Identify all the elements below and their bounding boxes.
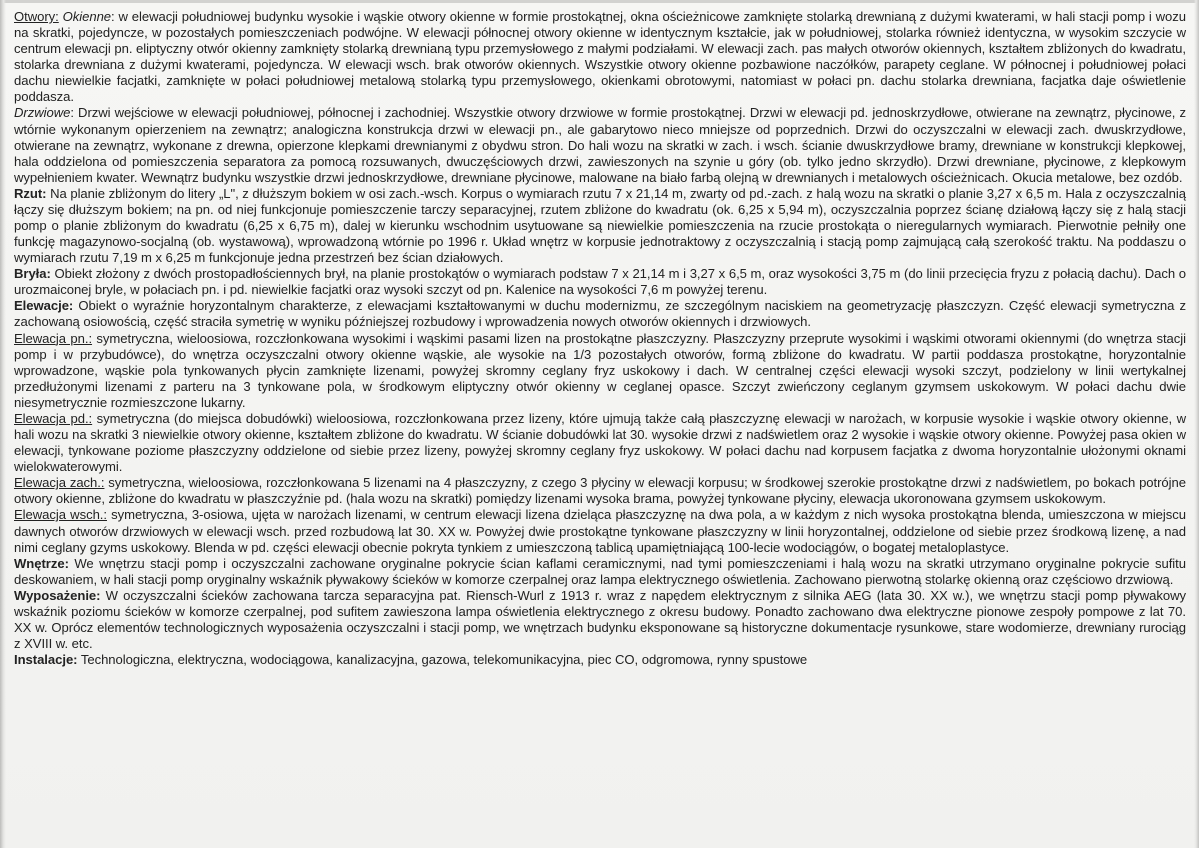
paragraph-text: Obiekt o wyraźnie horyzontalnym charakterze, z elewacjami kształtowanymi w duchu modernizmu, ze szczególnym naciskiem na geometryzację płaszczyzn. Część elewacji symetryczna z zachowaną osiowością, część straciła symetrię w wyniku późniejszej rozbudowy i wprowadzenia nowych otworów okiennych i drzwiowych. bbox=[14, 298, 1186, 330]
label-bryla: Bryła: bbox=[14, 266, 51, 282]
scan-edge-left bbox=[0, 0, 6, 848]
paragraph-text: symetryczna (do miejsca dobudówki) wieloosiowa, rozczłonkowana przez lizeny, które ujmują także całą płaszczyznę elewacji w narożach, w korpusie wysokie i wąskie otwory okienne, w hali wozu na skratki 3 niewielkie otwory okienne, kształtem zbliżone do kwadratu. W ścianie dobudówki lat 30. wysokie drzwi z nadświetlem oraz 2 wysokie i wąskie otwory okienne. Powyżej pasa okien w elewacji, tynkowane poziome płaszczyzny oddzielone od siebie przez lizeny, powyżej skromny ceglany fryz uskokowy. W połaci dachu nad korpusem facjatka z dwoma horyzontalnie ułożonymi oknami wielokwaterowymi. bbox=[14, 410, 1186, 475]
label-elewacja-pd: Elewacja pd.: bbox=[14, 410, 93, 426]
paragraph-text: Technologiczna, elektryczna, wodociągowa, kanalizacyjna, gazowa, telekomunikacyjna, piec CO, odgromowa, rynny spustowe bbox=[77, 652, 808, 668]
label-elewacja-pn: Elewacja pn.: bbox=[14, 330, 93, 346]
paragraph-elewacja-zach bbox=[14, 475, 1186, 507]
paragraph-elewacja-pd bbox=[14, 411, 1186, 475]
paragraph-text: : Drzwi wejściowe w elewacji południowej, północnej i zachodniej. Wszystkie otwory drzwiowe w formie prostokątnej. Drzwi w elewacji pd. jednoskrzydłowe, otwierane na zewnątrz, płycinowe, z wtórnie wykonanym opierzeniem na zewnątrz; analogiczna konstrukcja drzwi w elewacji pn., ale gabarytowo nieco mniejsze od poprzednich. Drzwi do oczyszczalni w elewacji zach. dwuskrzydłowe, otwierane na zewnątrz, wykonane z drewna, opierzone klepkami drewnianymi z obydwu stron. Do hali wozu na skratki w zach. i wsch. ścianie dwuskrzydłowe bramy, drewniane w konstrukcji klepkowej, hala oddzielona od pomieszczenia separatora za pomocą rozsuwanych, dwuczęściowych drzwi, zawieszonych na szynie u góry (ob. tylko jedno skrzydło). Drzwi drewniane, płycinowe, z klepkowym wypełnieniem kwater. Wewnątrz budynku wszystkie drzwi jednoskrzydłowe, drewniane płycinowe, malowane na biało farbą olejną w drewnianych i metalowych ościeżnicach. Okucia metalowe, bez ozdób. bbox=[14, 105, 1186, 185]
paragraph-text: Na planie zbliżonym do litery „L", z dłuższym bokiem w osi zach.-wsch. Korpus o wymiarach rzutu 7 x 21,14 m, zwarty od pd.-zach. z halą wozu na skratki o planie 3,27 x 6,5 m. Hala z oczyszczalnią łączy się dłuższym bokiem; na pn. od niej funkcjonuje pomieszczenie tarczy separacyjnej, rzutem zbliżone do kwadratu (ok. 6,25 x 5,94 m), oczyszczalnia poprzez ścianę działową łączy się z halą stacji pomp o planie zbliżonym do kwadratu (6,25 x 6,75 m), dalej w kierunku wschodnim usytuowane są niewielkie pomieszczenia na rzucie prostokąta o nieregularnych wymiarach. Pierwotnie pełniły one funkcję magazynowo-socjalną (ob. wystawową), wprowadzoną wtórnie po 1996 r. Układ wnętrz w korpusie jednotraktowy z oczyszczalnią i stacją pomp zajmującą całą szerokość traktu. Na poddaszu o wymiarach rzutu 7,19 m x 6,25 m funkcjonuje jedna przestrzeń bez ścian działowych. bbox=[14, 185, 1186, 266]
label-elewacja-wsch: Elewacja wsch.: bbox=[14, 507, 107, 523]
scan-edge-top bbox=[0, 0, 1199, 3]
label-otwory: Otwory: bbox=[14, 9, 59, 24]
paragraph-otwory-okienne bbox=[14, 9, 1186, 105]
paragraph-text: Obiekt złożony z dwóch prostopadłościennych brył, na planie prostokątów o wymiarach podstaw 7 x 21,14 m i 3,27 x 6,5 m, oraz wysokości 3,75 m (do linii przecięcia fryzu z połacią dachu). Dach o urozmaiconej bryle, w połaciach pn. i pd. niewielkie facjatki oraz wysoki szczyt od pn. Kalenice na wysokości 7,6 m powyżej terenu. bbox=[14, 266, 1186, 298]
label-elewacje: Elewacje: bbox=[14, 298, 74, 314]
sublabel-drzwiowe: Drzwiowe bbox=[14, 105, 71, 121]
label-rzut: Rzut: bbox=[14, 185, 47, 201]
scan-edge-right bbox=[1194, 0, 1199, 848]
paragraph-elewacja-wsch bbox=[14, 507, 1186, 555]
paragraph-wyposazenie bbox=[14, 588, 1186, 652]
paragraph-wnetrze bbox=[14, 556, 1186, 588]
sublabel-okienne: Okienne bbox=[62, 9, 112, 24]
paragraph-text: symetryczna, 3-osiowa, ujęta w narożach lizenami, w centrum elewacji lizena dzieląca płaszczyznę na dwa pola, a w każdym z nich wysoka prostokątna blenda, umieszczona w miejscu dawnych otworów drzwiowych w elewacji wsch. przed rozbudową lat 30. XX w. Powyżej dwie prostokątne tynkowane płaszczyzny w linii horyzontalnej, oddzielone od siebie przez środkową lizenę, a nad nimi ceglany gzyms uskokowy. Blenda w pd. części elewacji obecnie pokryta tynkiem z umieszczoną tablicą upamiętniającą 100-lecie wodociągów, o bogatej metaloplastyce. bbox=[14, 507, 1186, 555]
paragraph-rzut bbox=[14, 186, 1186, 266]
paragraph-text: We wnętrzu stacji pomp i oczyszczalni zachowane oryginalne pokrycie ścian kaflami ceramicznymi, nad tymi pomieszczeniami i halą wozu na skratki utrzymano oryginalne pokrycie sufitu deskowaniem, w hali stacji pomp oryginalny wskaźnik pływakowy ścieków w komorze czerpalnej oraz lampa elektrycznego oświetlenia. Zachowano pierwotną stolarkę okienną oraz częściowo drzwiową. bbox=[14, 555, 1186, 587]
paragraph-bryla bbox=[14, 266, 1186, 298]
paragraph-instalacje bbox=[14, 652, 1186, 668]
label-instalacje: Instalacje: bbox=[14, 652, 78, 668]
paragraph-text: symetryczna, wieloosiowa, rozczłonkowana wysokimi i wąskimi pasami lizen na prostokątne płaszczyzny. Płaszczyzny przeprute wysokimi i wąskimi otworami okiennymi (do wnętrza stacji pomp i w przybudówce), do wnętrza oczyszczalni otwory okienne wąskie, ale wysokie na 1/3 pozostałych otworów, formą zbliżone do kwadratu. W partii poddasza prostokątne, horyzontalnie wprowadzone, wąskie pola tynkowanych płycin zamknięte lizenami, powyżej skromny ceglany fryz uskokowy i dach. W centralnej części elewacji wysoki szczyt, podzielony w linii wertykalnej przedłużonymi lizenami z parteru na 3 tynkowane pola, w środkowym eliptyczny otwór okienny w ceglanej opasce. Szczyt zwieńczony ceglanym gzymsem uskokowym. W połaci dachu dwie niesymetrycznie rozmieszczone lukarny. bbox=[14, 330, 1186, 410]
label-wnetrze: Wnętrze: bbox=[14, 555, 69, 571]
paragraph-drzwiowe bbox=[14, 105, 1186, 185]
description-text-block bbox=[14, 9, 1186, 668]
label-elewacja-zach: Elewacja zach.: bbox=[14, 475, 105, 491]
paragraph-elewacje bbox=[14, 298, 1186, 330]
paragraph-text: W oczyszczalni ścieków zachowana tarcza separacyjna pat. Riensch-Wurl z 1913 r. wraz z napędem elektrycznym z silnika AEG (lata 30. XX w.), we wnętrzu stacji pomp pływakowy wskaźnik poziomu ścieków w komorze czerpalnej, pod sufitem zawieszona lampa oświetlenia elektrycznego z okresu budowy. Ponadto zachowano dwa elektryczne pionowe zespoły pompowe z lat 70. XX w. Oprócz elementów technologicznych wyposażenia oczyszczalni i stacji pomp, we wnętrzach budynku eksponowane są historyczne dokumentacje rysunkowe, stare wodomierze, drewniany rurociąg z XVIII w. etc. bbox=[14, 587, 1186, 652]
paragraph-elewacja-pn bbox=[14, 331, 1186, 411]
paragraph-text: : w elewacji południowej budynku wysokie i wąskie otwory okienne w formie prostokątnej, okna ościeżnicowe zamknięte stolarką drewnianą z dużymi kwaterami, w hali stacji pomp i wozu na skratki, pojedyncze, w pozostałych pomieszczeniach podwójne. W elewacji północnej otwory okienne w identycznym kształcie, jak w południowej, stolarka również identyczna, w wysokim szczycie w centrum elewacji pn. eliptyczny otwór okienny zamknięty stolarką drewnianą typu przemysłowego z małymi podziałami. W elewacji zach. pas małych otworów okiennych, kształtem zbliżonych do kwadratu, stolarka drewniana z dużymi kwaterami, pojedyncza. W elewacji wsch. brak otworów okiennych. Wszystkie otwory okienne pozbawione naczółków, parapety ceglane. W północnej i południowej połaci dachu niewielkie facjatki, zamknięte w połaci południowej metalową stolarką typu przemysłowego, okienkami obrotowymi, natomiast w połaci pn. dachu stolarka drewniana, facjatka daje oświetlenie poddasza. bbox=[14, 9, 1186, 105]
label-wyposazenie: Wyposażenie: bbox=[14, 587, 101, 603]
paragraph-text: symetryczna, wieloosiowa, rozczłonkowana 5 lizenami na 4 płaszczyzny, z czego 3 płyciny w elewacji korpusu; w środkowej szerokie prostokątne drzwi z nadświetlem, po bokach potrójne otwory okienne, zbliżone do kwadratu w płaszczyźnie pd. (hala wozu na skratki) pomiędzy lizenami wysoka brama, powyżej tynkowane płyciny, elewacja ukoronowana gzymsem uskokowym. bbox=[14, 475, 1186, 507]
